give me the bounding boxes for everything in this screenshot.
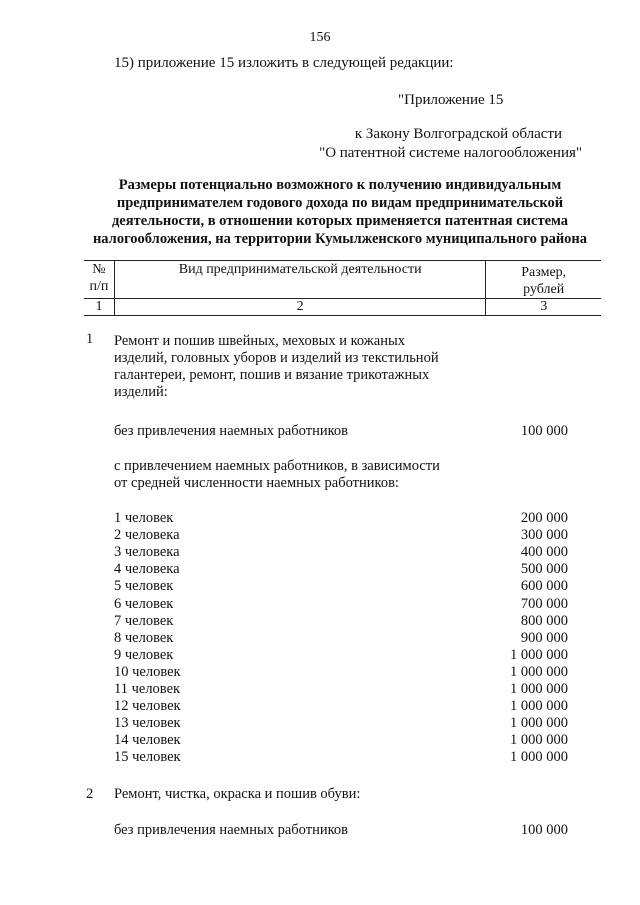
index-cell: 2 [114, 299, 486, 316]
document-heading [40, 176, 640, 248]
workers-row-value: 800 000 [520, 612, 568, 629]
workers-row-label: 5 человек [114, 578, 174, 595]
heading-line: налогообложения, на территории Кумылженского муниципального района [92, 231, 588, 247]
no-workers-label: без привлечения наемных работников [114, 423, 348, 439]
header-size-line1: Размер, [521, 265, 567, 280]
table-index-row [84, 299, 601, 316]
with-workers-line: с привлечением наемных работников, в зависимости [114, 458, 440, 474]
appendix-title: "Приложение 15 [398, 92, 504, 108]
workers-row-label: 12 человек [114, 698, 181, 715]
workers-row-value: 500 000 [520, 561, 568, 578]
no-workers-label: без привлечения наемных работников [114, 822, 348, 838]
workers-row-label: 4 человека [114, 561, 180, 578]
heading-line: предпринимателем годового дохода по видам предпринимательской [116, 195, 564, 211]
workers-row-label: 2 человека [114, 527, 180, 544]
item-title-line: изделий: [114, 384, 168, 400]
header-size-cell [486, 261, 601, 299]
header-activity: Вид предпринимательской деятельности [178, 262, 422, 277]
workers-row-label: 6 человек [114, 595, 174, 612]
workers-row-label: 13 человек [114, 715, 181, 732]
workers-row-value: 1 000 000 [510, 646, 568, 663]
workers-row-value: 1 000 000 [510, 732, 568, 749]
item-title: Ремонт, чистка, окраска и пошив обуви: [114, 786, 361, 802]
workers-row-label: 1 человек [114, 510, 174, 526]
header-activity-cell [114, 261, 486, 299]
workers-row-value: 1 000 000 [510, 749, 568, 766]
workers-row-value: 1 000 000 [510, 663, 568, 680]
item-title-line: Ремонт и пошив швейных, меховых и кожаных [114, 333, 405, 349]
no-workers-value: 100 000 [520, 822, 568, 838]
header-num-cell [84, 261, 114, 299]
workers-row-label: 3 человека [114, 544, 180, 561]
workers-row-label: 7 человек [114, 612, 174, 629]
workers-row-label: 11 человек [114, 681, 181, 697]
header-size-line2: рублей [523, 282, 565, 297]
workers-row-value: 700 000 [520, 595, 568, 612]
workers-row-value: 400 000 [520, 544, 568, 561]
workers-row-value: 1 000 000 [510, 681, 568, 697]
workers-row-label: 8 человек [114, 629, 174, 646]
with-workers-text [114, 458, 440, 492]
workers-row-value: 200 000 [520, 510, 568, 526]
workers-row-label: 9 человек [114, 646, 174, 663]
workers-row-label: 10 человек [114, 663, 181, 680]
workers-row-value: 1 000 000 [510, 715, 568, 732]
heading-line: деятельности, в отношении которых применяется патентная система [111, 213, 569, 229]
workers-row-value: 300 000 [520, 527, 568, 544]
page-number: 156 [309, 30, 331, 45]
item-number: 1 [86, 331, 94, 347]
workers-row-value: 600 000 [520, 578, 568, 595]
appendix-law-line: к Закону Волгоградской области [354, 126, 562, 142]
item-title-line: изделий, головных уборов и изделий из текстильной [114, 350, 439, 366]
index-cell: 3 [486, 299, 601, 316]
item-title [114, 333, 439, 401]
workers-row-value: 900 000 [520, 629, 568, 646]
workers-row-value: 1 000 000 [510, 698, 568, 715]
table-header-row [84, 261, 601, 299]
no-workers-value: 100 000 [520, 423, 568, 439]
workers-row-label: 15 человек [114, 749, 181, 766]
workers-row-label: 14 человек [114, 732, 181, 749]
heading-line: Размеры потенциально возможного к получению индивидуальным [118, 177, 562, 193]
with-workers-line: от средней численности наемных работников: [114, 475, 399, 491]
intro-text: 15) приложение 15 изложить в следующей редакции: [114, 55, 454, 71]
item-number: 2 [86, 786, 94, 802]
table-header [84, 260, 601, 316]
header-num-line2: п/п [89, 279, 109, 294]
appendix-law-name: "О патентной системе налогообложения" [319, 145, 582, 161]
item-title-line: галантереи, ремонт, пошив и вязание трикотажных [114, 367, 430, 383]
header-num-line1: № [92, 262, 106, 277]
index-cell: 1 [84, 299, 114, 316]
